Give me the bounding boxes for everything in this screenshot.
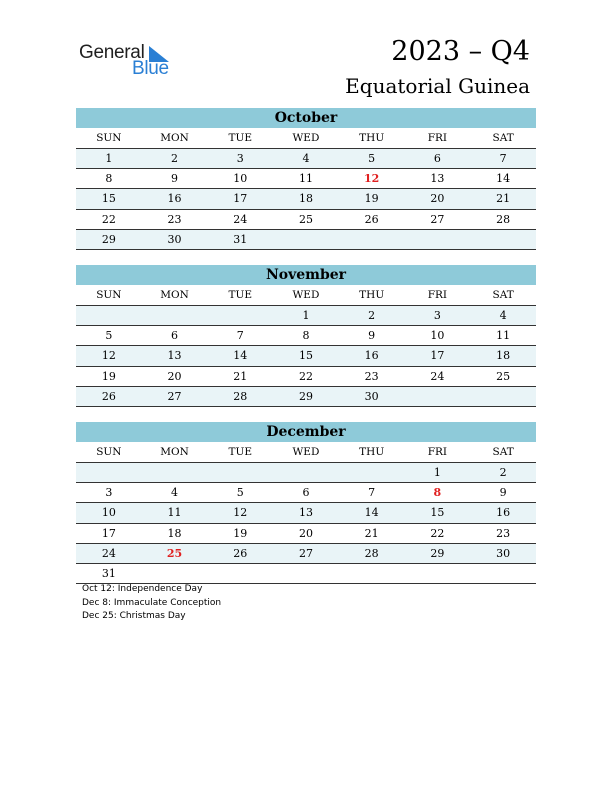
day-cell: 15 — [76, 189, 142, 209]
holiday-day-cell: 8 — [405, 483, 471, 503]
page-title: 2023 – Q4 — [391, 36, 530, 67]
day-cell: 9 — [470, 483, 536, 503]
day-cell: 7 — [207, 326, 273, 346]
day-cell: 20 — [142, 366, 208, 386]
day-cell: 4 — [470, 306, 536, 326]
holiday-note: Oct 12: Independence Day — [82, 584, 203, 594]
day-cell: 30 — [470, 543, 536, 563]
day-cell: 15 — [405, 503, 471, 523]
week-row — [76, 326, 536, 346]
day-cell: 18 — [273, 189, 339, 209]
weekday-header: SAT — [470, 442, 536, 463]
day-cell — [273, 463, 339, 483]
day-cell: 30 — [339, 386, 405, 406]
calendar-grid — [76, 128, 536, 250]
day-cell: 2 — [142, 149, 208, 169]
day-cell — [339, 229, 405, 249]
weekday-header: FRI — [405, 442, 471, 463]
week-row — [76, 209, 536, 229]
day-cell: 11 — [470, 326, 536, 346]
weekday-header: THU — [339, 442, 405, 463]
holiday-note: Dec 8: Immaculate Conception — [82, 597, 222, 608]
day-cell: 10 — [76, 503, 142, 523]
day-cell: 13 — [273, 503, 339, 523]
day-cell — [76, 306, 142, 326]
weekday-header: WED — [273, 128, 339, 149]
weekday-header: WED — [273, 285, 339, 306]
day-cell: 5 — [76, 326, 142, 346]
day-cell: 5 — [207, 483, 273, 503]
day-cell: 23 — [470, 523, 536, 543]
holiday-notes — [82, 583, 221, 624]
weekday-header: THU — [339, 128, 405, 149]
weekday-header: FRI — [405, 128, 471, 149]
day-cell: 17 — [76, 523, 142, 543]
day-cell: 24 — [207, 209, 273, 229]
day-cell: 8 — [76, 169, 142, 189]
day-cell: 4 — [273, 149, 339, 169]
week-row — [76, 149, 536, 169]
week-row — [76, 169, 536, 189]
weekday-header: TUE — [207, 442, 273, 463]
week-row — [76, 463, 536, 483]
weekday-header: FRI — [405, 285, 471, 306]
day-cell: 29 — [405, 543, 471, 563]
day-cell: 18 — [142, 523, 208, 543]
day-cell: 24 — [405, 366, 471, 386]
day-cell: 7 — [339, 483, 405, 503]
weekday-header: MON — [142, 442, 208, 463]
day-cell: 14 — [470, 169, 536, 189]
day-cell: 19 — [76, 366, 142, 386]
day-cell — [142, 463, 208, 483]
day-cell: 29 — [273, 386, 339, 406]
month-title: December — [76, 422, 536, 442]
week-row — [76, 523, 536, 543]
day-cell: 26 — [76, 386, 142, 406]
day-cell — [405, 229, 471, 249]
month-title: November — [76, 265, 536, 285]
day-cell: 11 — [142, 503, 208, 523]
day-cell: 23 — [142, 209, 208, 229]
day-cell: 29 — [76, 229, 142, 249]
day-cell — [470, 563, 536, 583]
day-cell: 19 — [339, 189, 405, 209]
day-cell: 7 — [470, 149, 536, 169]
day-cell — [339, 563, 405, 583]
day-cell: 12 — [207, 503, 273, 523]
day-cell — [207, 563, 273, 583]
day-cell: 22 — [273, 366, 339, 386]
month-title: October — [76, 108, 536, 128]
day-cell: 22 — [76, 209, 142, 229]
day-cell: 20 — [273, 523, 339, 543]
day-cell: 6 — [273, 483, 339, 503]
week-row — [76, 503, 536, 523]
holiday-day-cell: 12 — [339, 169, 405, 189]
calendar-grid — [76, 285, 536, 407]
day-cell: 19 — [207, 523, 273, 543]
day-cell — [470, 386, 536, 406]
day-cell: 27 — [405, 209, 471, 229]
brand-logo — [79, 42, 189, 82]
day-cell: 3 — [207, 149, 273, 169]
day-cell: 26 — [207, 543, 273, 563]
day-cell: 21 — [207, 366, 273, 386]
day-cell: 23 — [339, 366, 405, 386]
weekday-header: THU — [339, 285, 405, 306]
day-cell: 16 — [339, 346, 405, 366]
day-cell: 22 — [405, 523, 471, 543]
holiday-note: Dec 25: Christmas Day — [82, 611, 186, 621]
day-cell: 2 — [470, 463, 536, 483]
day-cell — [273, 563, 339, 583]
weekday-header: SUN — [76, 442, 142, 463]
day-cell: 2 — [339, 306, 405, 326]
day-cell: 21 — [470, 189, 536, 209]
day-cell: 25 — [273, 209, 339, 229]
day-cell: 10 — [405, 326, 471, 346]
logo-general-text: General — [79, 42, 145, 63]
day-cell — [405, 386, 471, 406]
weekday-header: SUN — [76, 128, 142, 149]
day-cell — [76, 463, 142, 483]
month-december — [76, 422, 536, 584]
day-cell: 14 — [339, 503, 405, 523]
week-row — [76, 229, 536, 249]
week-row — [76, 543, 536, 563]
country-name: Equatorial Guinea — [345, 74, 530, 98]
day-cell: 8 — [273, 326, 339, 346]
day-cell: 3 — [405, 306, 471, 326]
day-cell: 26 — [339, 209, 405, 229]
month-october — [76, 108, 536, 250]
week-row — [76, 563, 536, 583]
day-cell: 27 — [142, 386, 208, 406]
day-cell: 13 — [405, 169, 471, 189]
day-cell: 11 — [273, 169, 339, 189]
day-cell: 13 — [142, 346, 208, 366]
day-cell: 3 — [76, 483, 142, 503]
holiday-day-cell: 25 — [142, 543, 208, 563]
day-cell: 4 — [142, 483, 208, 503]
logo-blue-text: Blue — [132, 58, 169, 79]
day-cell: 1 — [273, 306, 339, 326]
day-cell: 27 — [273, 543, 339, 563]
day-cell: 31 — [76, 563, 142, 583]
day-cell: 25 — [470, 366, 536, 386]
day-cell: 1 — [76, 149, 142, 169]
day-cell: 21 — [339, 523, 405, 543]
calendar-grid — [76, 442, 536, 584]
weekday-header: MON — [142, 128, 208, 149]
week-row — [76, 306, 536, 326]
day-cell — [207, 463, 273, 483]
day-cell: 18 — [470, 346, 536, 366]
day-cell — [142, 563, 208, 583]
day-cell: 20 — [405, 189, 471, 209]
day-cell: 6 — [142, 326, 208, 346]
day-cell: 14 — [207, 346, 273, 366]
day-cell: 28 — [339, 543, 405, 563]
weekday-header: SAT — [470, 128, 536, 149]
day-cell: 5 — [339, 149, 405, 169]
day-cell — [470, 229, 536, 249]
day-cell: 1 — [405, 463, 471, 483]
day-cell: 16 — [142, 189, 208, 209]
day-cell — [405, 563, 471, 583]
weekday-header: TUE — [207, 285, 273, 306]
weekday-header: MON — [142, 285, 208, 306]
day-cell — [339, 463, 405, 483]
day-cell: 24 — [76, 543, 142, 563]
day-cell: 30 — [142, 229, 208, 249]
day-cell: 17 — [207, 189, 273, 209]
day-cell: 10 — [207, 169, 273, 189]
weekday-header: WED — [273, 442, 339, 463]
day-cell: 15 — [273, 346, 339, 366]
weekday-header: SAT — [470, 285, 536, 306]
day-cell — [273, 229, 339, 249]
weekday-header: SUN — [76, 285, 142, 306]
week-row — [76, 366, 536, 386]
day-cell — [142, 306, 208, 326]
day-cell: 28 — [470, 209, 536, 229]
day-cell: 12 — [76, 346, 142, 366]
week-row — [76, 346, 536, 366]
week-row — [76, 483, 536, 503]
day-cell: 16 — [470, 503, 536, 523]
month-november — [76, 265, 536, 407]
day-cell: 9 — [142, 169, 208, 189]
day-cell: 28 — [207, 386, 273, 406]
weekday-header: TUE — [207, 128, 273, 149]
day-cell: 9 — [339, 326, 405, 346]
day-cell: 17 — [405, 346, 471, 366]
day-cell: 6 — [405, 149, 471, 169]
week-row — [76, 189, 536, 209]
week-row — [76, 386, 536, 406]
day-cell: 31 — [207, 229, 273, 249]
day-cell — [207, 306, 273, 326]
